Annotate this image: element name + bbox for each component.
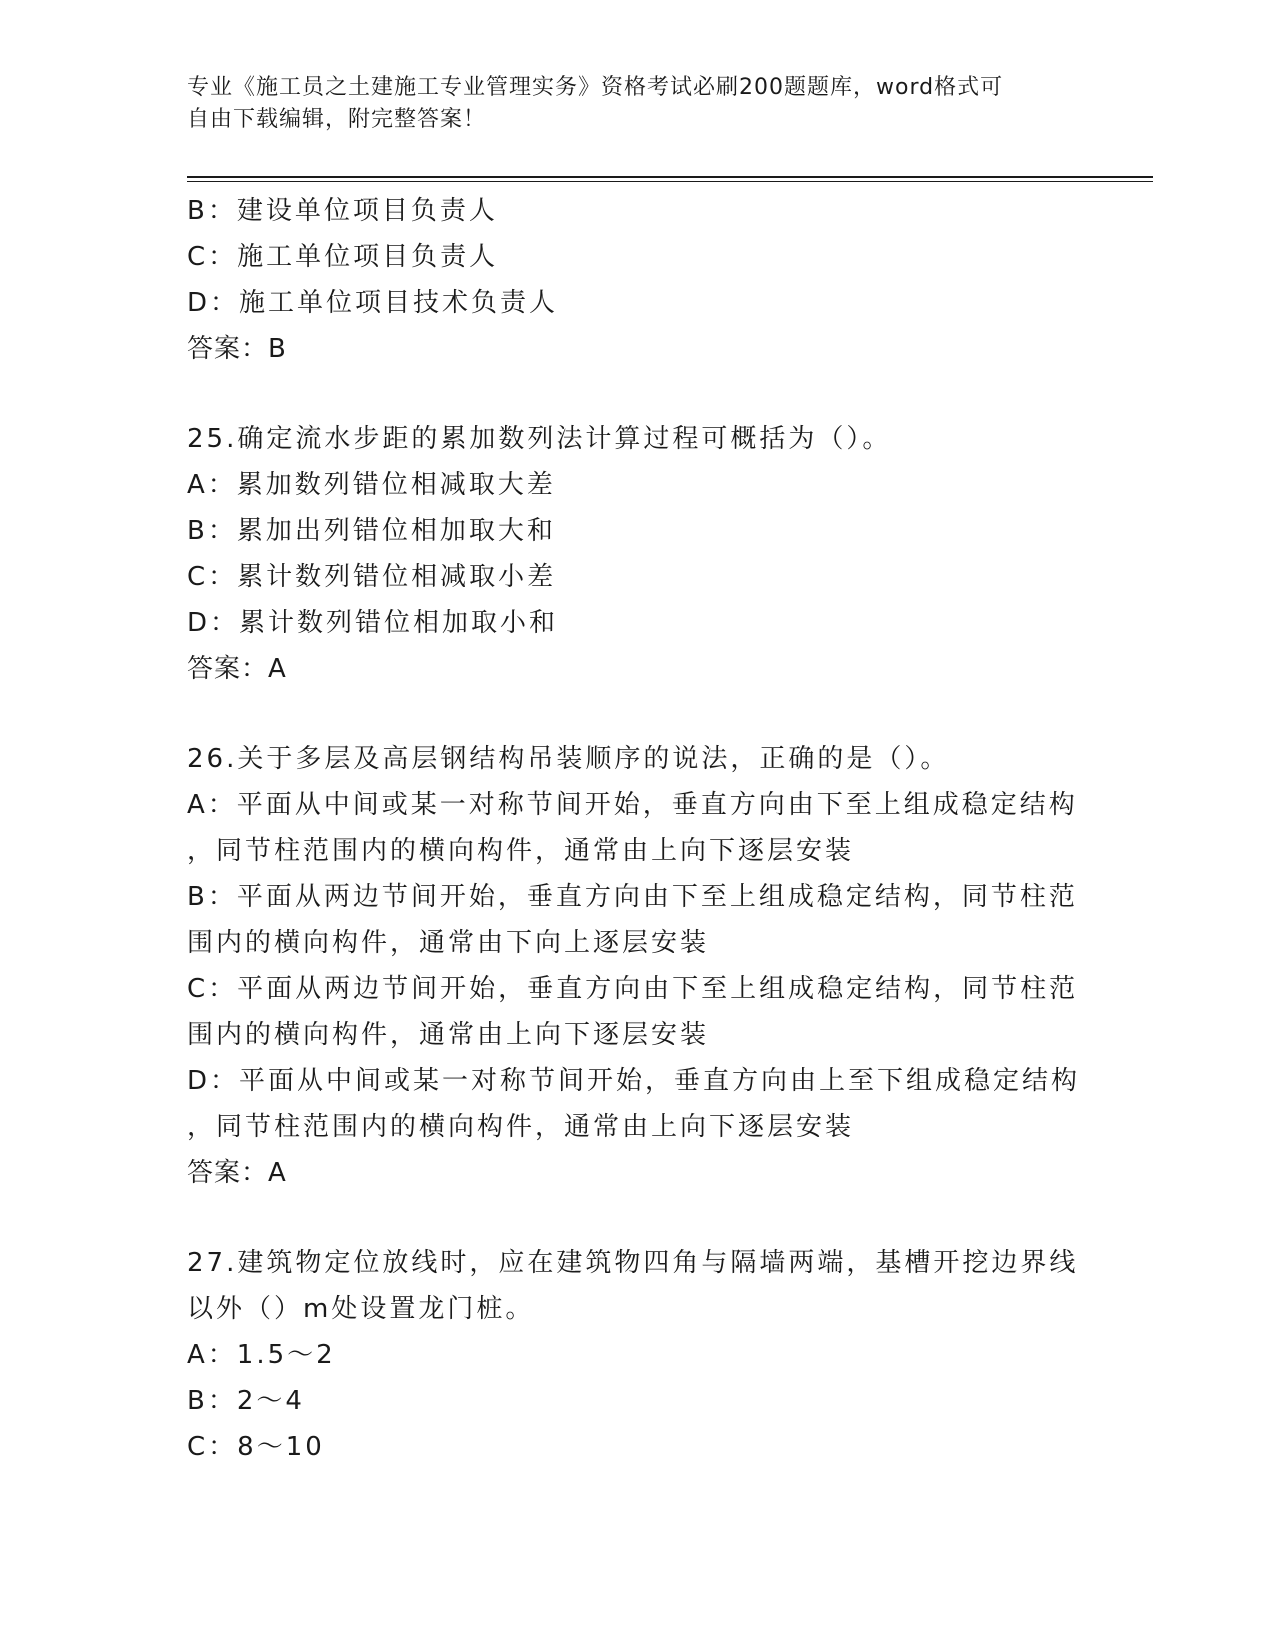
- option-line: D：累计数列错位相加取小和: [187, 608, 559, 638]
- question-27: [187, 1240, 1087, 1470]
- option-line: D：施工单位项目技术负责人: [187, 288, 559, 318]
- option-line: C：平面从两边节间开始，垂直方向由下至上组成稳定结构，同节柱范: [187, 974, 1079, 1004]
- question-stem: 27.建筑物定位放线时，应在建筑物四角与隔墙两端，基槽开挖边界线: [187, 1248, 1079, 1278]
- question-stem: 25.确定流水步距的累加数列法计算过程可概括为（）。: [187, 424, 892, 454]
- option-line: D：平面从中间或某一对称节间开始，垂直方向由上至下组成稳定结构: [187, 1066, 1081, 1096]
- option-line: A：累加数列错位相减取大差: [187, 470, 556, 500]
- option-line: C：施工单位项目负责人: [187, 242, 499, 272]
- question-25: [187, 416, 1087, 692]
- document-header: [187, 72, 1067, 136]
- header-line-1: 专业《施工员之土建施工专业管理实务》资格考试必刷200题题库，word格式可: [187, 75, 1004, 100]
- option-line: A：平面从中间或某一对称节间开始，垂直方向由下至上组成稳定结构: [187, 790, 1078, 820]
- option-line-continued: ，同节柱范围内的横向构件，通常由上向下逐层安装: [187, 836, 855, 866]
- option-line: C：8～10: [187, 1432, 325, 1462]
- question-26: [187, 736, 1087, 1196]
- option-line-continued: 围内的横向构件，通常由上向下逐层安装: [187, 1020, 710, 1050]
- header-rule-thin: [187, 181, 1153, 182]
- header-rule-thick: [187, 176, 1153, 178]
- option-line-continued: 围内的横向构件，通常由下向上逐层安装: [187, 928, 710, 958]
- option-line: C：累计数列错位相减取小差: [187, 562, 557, 592]
- header-line-2: 自由下载编辑，附完整答案！: [187, 107, 487, 132]
- document-body: [187, 188, 1087, 1470]
- question-stem: 26.关于多层及高层钢结构吊装顺序的说法，正确的是（）。: [187, 744, 950, 774]
- question-stem-continued: 以外（）m处设置龙门桩。: [187, 1294, 535, 1324]
- option-line: B：累加出列错位相加取大和: [187, 516, 556, 546]
- option-line: B：建设单位项目负责人: [187, 196, 498, 226]
- option-line: B：2～4: [187, 1386, 305, 1416]
- answer-line: 答案：A: [187, 654, 287, 684]
- answer-line: 答案：B: [187, 334, 287, 364]
- question-24-tail: [187, 188, 1087, 372]
- option-line: B：平面从两边节间开始，垂直方向由下至上组成稳定结构，同节柱范: [187, 882, 1078, 912]
- option-line-continued: ，同节柱范围内的横向构件，通常由上向下逐层安装: [187, 1112, 855, 1142]
- option-line: A：1.5～2: [187, 1340, 336, 1370]
- answer-line: 答案：A: [187, 1158, 287, 1188]
